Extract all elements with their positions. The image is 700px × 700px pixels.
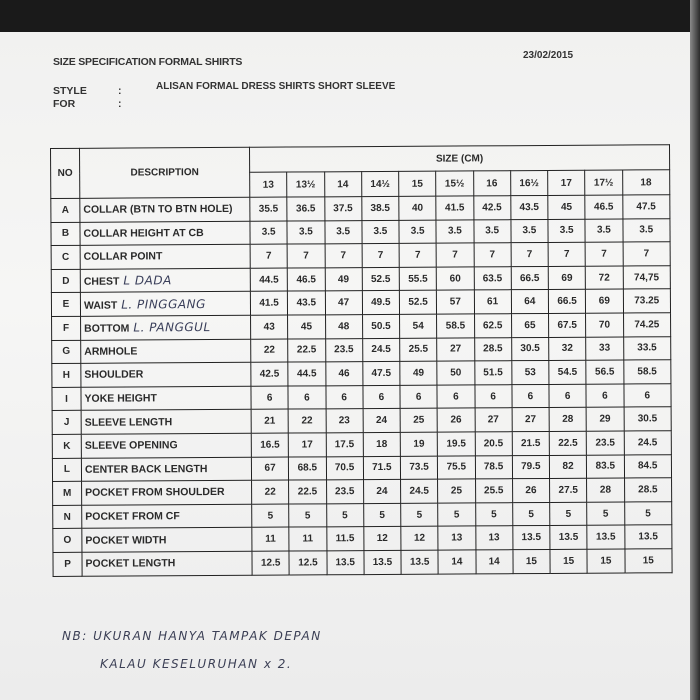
measurement-cell: 50 (437, 361, 474, 385)
measurement-cell: 63.5 (474, 266, 511, 290)
measurement-cell: 33.5 (623, 336, 671, 360)
measurement-cell: 83.5 (587, 455, 624, 479)
row-description: COLLAR HEIGHT AT CB (83, 226, 204, 240)
measurement-cell: 67.5 (549, 313, 586, 337)
table-body (51, 195, 672, 576)
measurement-cell: 5 (475, 502, 512, 526)
measurement-cell: 6 (437, 385, 474, 409)
measurement-cell: 7 (436, 243, 473, 267)
measurement-cell: 5 (587, 502, 624, 526)
measurement-cell: 22.5 (289, 480, 326, 504)
measurement-cell: 7 (287, 244, 324, 268)
handwritten-annotation: L. PINGGANG (121, 296, 206, 312)
size-column-header: 17½ (585, 170, 622, 195)
measurement-cell: 3.5 (399, 220, 436, 244)
measurement-cell: 51.5 (474, 361, 511, 385)
measurement-cell: 52.5 (362, 267, 399, 291)
measurement-cell: 74.25 (623, 313, 671, 337)
row-description: ARMHOLE (84, 345, 138, 358)
measurement-cell: 23.5 (325, 338, 362, 362)
measurement-cell: 26 (437, 408, 474, 432)
measurement-cell: 6 (400, 385, 437, 409)
measurement-cell: 7 (548, 242, 585, 266)
measurement-cell: 36.5 (287, 197, 324, 221)
measurement-cell: 29 (586, 407, 623, 431)
measurement-cell: 11.5 (326, 527, 363, 551)
row-description: POCKET FROM CF (85, 510, 180, 523)
measurement-cell: 17.5 (326, 433, 363, 457)
measurement-cell: 44.5 (250, 268, 287, 292)
row-description: SLEEVE LENGTH (84, 415, 173, 429)
row-description: COLLAR (BTN TO BTN HOLE) (83, 203, 233, 217)
measurement-cell: 24 (363, 409, 400, 433)
row-description-cell (80, 268, 250, 293)
measurement-cell: 28 (549, 408, 586, 432)
row-description-cell (80, 197, 250, 222)
document-title: SIZE SPECIFICATION FORMAL SHIRTS (53, 56, 243, 68)
row-code: G (52, 340, 81, 364)
measurement-cell: 27 (512, 408, 549, 432)
row-description-cell (81, 386, 251, 411)
row-description-cell (80, 244, 250, 269)
measurement-cell: 3.5 (511, 219, 548, 243)
measurement-cell: 14 (475, 550, 512, 574)
for-separator: : (118, 98, 122, 110)
measurement-cell: 48 (325, 315, 362, 339)
measurement-cell: 30.5 (624, 407, 672, 431)
table-row (53, 549, 672, 576)
measurement-cell: 6 (288, 386, 325, 410)
size-column-header: 13½ (287, 172, 324, 197)
measurement-cell: 74,75 (623, 265, 671, 289)
measurement-cell: 22.5 (288, 338, 325, 362)
size-column-header: 13 (250, 172, 287, 197)
measurement-cell: 27 (475, 408, 512, 432)
measurement-cell: 58.5 (437, 314, 474, 338)
measurement-cell: 56.5 (586, 360, 623, 384)
row-description: YOKE HEIGHT (84, 392, 157, 405)
measurement-cell: 3.5 (548, 219, 585, 243)
measurement-cell: 23.5 (326, 480, 363, 504)
measurement-cell: 46.5 (585, 195, 622, 219)
measurement-cell: 71.5 (363, 456, 400, 480)
measurement-cell: 11 (289, 527, 326, 551)
measurement-cell: 40 (399, 196, 436, 220)
measurement-cell: 13 (438, 526, 475, 550)
size-column-header: 14½ (361, 171, 398, 196)
measurement-cell: 68.5 (289, 456, 326, 480)
measurement-cell: 62.5 (474, 314, 511, 338)
measurement-cell: 47.5 (363, 362, 400, 386)
measurement-cell: 41.5 (436, 196, 473, 220)
row-code: O (53, 529, 82, 553)
measurement-cell: 47.5 (622, 195, 670, 219)
measurement-cell: 70.5 (326, 456, 363, 480)
measurement-cell: 84.5 (624, 454, 672, 478)
row-code: P (53, 552, 82, 576)
measurement-cell: 41.5 (250, 291, 287, 315)
measurement-cell: 5 (252, 504, 289, 528)
measurement-cell: 22 (288, 409, 325, 433)
measurement-cell: 72 (585, 266, 622, 290)
row-description-cell (81, 339, 251, 364)
row-code: F (52, 316, 81, 340)
for-label: FOR (53, 98, 76, 110)
row-description-cell (82, 551, 252, 576)
row-description: POCKET WIDTH (85, 533, 167, 547)
measurement-cell: 6 (549, 384, 586, 408)
row-code: M (53, 481, 82, 505)
row-description: POCKET LENGTH (85, 557, 176, 570)
measurement-cell: 3.5 (585, 219, 622, 243)
measurement-cell: 24.5 (401, 479, 438, 503)
measurement-cell: 20.5 (475, 432, 512, 456)
row-description: CENTER BACK LENGTH (84, 462, 208, 476)
size-column-header: 16 (473, 171, 510, 196)
measurement-cell: 75.5 (438, 455, 475, 479)
measurement-cell: 15 (550, 549, 587, 573)
handwritten-note-line-1: NB: UKURAN HANYA TAMPAK DEPAN (62, 629, 322, 643)
measurement-cell: 21.5 (512, 431, 549, 455)
measurement-cell: 69 (548, 266, 585, 290)
measurement-cell: 15 (513, 549, 550, 573)
row-description-cell (81, 410, 251, 435)
measurement-cell: 58.5 (623, 360, 671, 384)
row-description-cell (80, 292, 250, 317)
measurement-cell: 66.5 (511, 266, 548, 290)
measurement-cell: 30.5 (511, 337, 548, 361)
measurement-cell: 46.5 (287, 268, 324, 292)
row-code: A (51, 198, 80, 222)
measurement-cell: 16.5 (251, 433, 288, 457)
style-value: ALISAN FORMAL DRESS SHIRTS SHORT SLEEVE (156, 81, 396, 92)
measurement-cell: 46 (325, 362, 362, 386)
row-code: D (51, 269, 80, 293)
measurement-cell: 7 (585, 242, 622, 266)
row-description-cell (82, 528, 252, 553)
measurement-cell: 23 (326, 409, 363, 433)
measurement-cell: 54.5 (549, 360, 586, 384)
measurement-cell: 25 (400, 408, 437, 432)
measurement-cell: 52.5 (399, 291, 436, 315)
document-date: 23/02/2015 (523, 50, 574, 61)
photo-edge (690, 0, 700, 700)
style-label: STYLE (53, 85, 87, 97)
measurement-cell: 67 (251, 457, 288, 481)
measurement-cell: 42.5 (251, 362, 288, 386)
measurement-cell: 5 (326, 503, 363, 527)
measurement-cell: 3.5 (622, 218, 670, 242)
measurement-cell: 66.5 (548, 290, 585, 314)
row-description-cell (81, 433, 251, 458)
measurement-cell: 27.5 (550, 478, 587, 502)
row-description: POCKET FROM SHOULDER (85, 486, 225, 500)
measurement-cell: 25.5 (400, 338, 437, 362)
row-description: BOTTOM (84, 322, 130, 336)
measurement-cell: 33 (586, 337, 623, 361)
measurement-cell: 54 (400, 314, 437, 338)
size-column-header: 15½ (436, 171, 473, 196)
measurement-cell: 13.5 (513, 526, 550, 550)
measurement-cell: 22.5 (549, 431, 586, 455)
measurement-cell: 14 (438, 550, 475, 574)
measurement-cell: 43.5 (288, 291, 325, 315)
row-description: CHEST (83, 275, 120, 288)
measurement-cell: 13.5 (550, 526, 587, 550)
row-description-cell (82, 480, 252, 505)
measurement-cell: 13.5 (326, 550, 363, 574)
row-code: H (52, 363, 81, 387)
measurement-cell: 12.5 (252, 551, 289, 575)
measurement-cell: 6 (623, 383, 671, 407)
measurement-cell: 19.5 (437, 432, 474, 456)
measurement-cell: 5 (438, 503, 475, 527)
measurement-cell: 7 (325, 244, 362, 268)
measurement-cell: 7 (250, 244, 287, 268)
measurement-cell: 24 (363, 479, 400, 503)
measurement-cell: 69 (586, 289, 623, 313)
measurement-cell: 35.5 (250, 197, 287, 221)
row-code: L (52, 458, 81, 482)
row-description: SHOULDER (84, 368, 144, 382)
row-description: WAIST (83, 299, 118, 312)
measurement-cell: 5 (363, 503, 400, 527)
document-page (0, 32, 692, 700)
measurement-cell: 5 (550, 502, 587, 526)
measurement-cell: 45 (288, 315, 325, 339)
size-column-header: 17 (548, 170, 585, 195)
measurement-cell: 3.5 (473, 219, 510, 243)
handwritten-annotation: L DADA (123, 273, 172, 288)
measurement-cell: 7 (474, 243, 511, 267)
measurement-cell: 19 (400, 432, 437, 456)
measurement-cell: 7 (399, 243, 436, 267)
row-description: SLEEVE OPENING (84, 439, 178, 453)
measurement-cell: 47 (325, 291, 362, 315)
measurement-cell: 7 (511, 243, 548, 267)
measurement-cell: 5 (289, 504, 326, 528)
measurement-cell: 12 (401, 526, 438, 550)
row-code: I (52, 387, 81, 411)
row-description-cell (81, 315, 251, 340)
measurement-cell: 15 (587, 549, 624, 573)
row-description-cell (80, 221, 250, 246)
measurement-cell: 27 (437, 337, 474, 361)
measurement-cell: 32 (549, 337, 586, 361)
measurement-cell: 49 (400, 361, 437, 385)
no-header: NO (51, 148, 80, 198)
measurement-cell: 78.5 (475, 455, 512, 479)
measurement-cell: 73.5 (400, 456, 437, 480)
measurement-cell: 64 (511, 290, 548, 314)
measurement-cell: 22 (252, 480, 289, 504)
row-code: E (51, 293, 80, 317)
measurement-cell: 6 (251, 386, 288, 410)
measurement-cell: 6 (586, 384, 623, 408)
measurement-cell: 26 (512, 479, 549, 503)
measurement-cell: 6 (474, 384, 511, 408)
size-column-header: 16½ (510, 170, 547, 195)
measurement-cell: 45 (548, 195, 585, 219)
measurement-cell: 13.5 (587, 525, 624, 549)
measurement-cell: 6 (325, 385, 362, 409)
measurement-cell: 65 (511, 313, 548, 337)
measurement-cell: 28 (587, 478, 624, 502)
measurement-cell: 3.5 (250, 221, 287, 245)
measurement-cell: 70 (586, 313, 623, 337)
handwritten-note-line-2: KALAU KESELURUHAN x 2. (100, 657, 293, 671)
style-separator: : (118, 85, 122, 97)
measurement-cell: 73.25 (623, 289, 671, 313)
measurement-cell: 13.5 (624, 525, 672, 549)
size-column-header: 15 (399, 171, 436, 196)
size-column-header: 18 (622, 170, 670, 195)
measurement-cell: 37.5 (324, 197, 361, 221)
measurement-cell: 3.5 (436, 220, 473, 244)
measurement-cell: 49 (325, 267, 362, 291)
measurement-cell: 44.5 (288, 362, 325, 386)
measurement-cell: 18 (363, 432, 400, 456)
measurement-cell: 28.5 (474, 337, 511, 361)
measurement-cell: 6 (363, 385, 400, 409)
measurement-cell: 3.5 (287, 220, 324, 244)
measurement-cell: 21 (251, 409, 288, 433)
measurement-cell: 15 (624, 549, 672, 573)
row-description-cell (82, 504, 252, 529)
measurement-cell: 43 (251, 315, 288, 339)
measurement-cell: 55.5 (399, 267, 436, 291)
measurement-cell: 25 (438, 479, 475, 503)
row-description: COLLAR POINT (83, 250, 163, 264)
measurement-cell: 5 (624, 501, 672, 525)
measurement-cell: 24.5 (362, 338, 399, 362)
size-header: SIZE (CM) (249, 145, 669, 173)
measurement-cell: 43.5 (511, 195, 548, 219)
measurement-cell: 5 (512, 502, 549, 526)
measurement-cell: 3.5 (324, 220, 361, 244)
measurement-cell: 13.5 (401, 550, 438, 574)
handwritten-annotation: L. PANGGUL (133, 320, 211, 335)
measurement-cell: 5 (401, 503, 438, 527)
measurement-cell: 49.5 (362, 291, 399, 315)
measurement-cell: 28.5 (624, 478, 672, 502)
size-spec-table (50, 144, 673, 576)
row-code: B (51, 222, 80, 246)
row-code: J (52, 411, 81, 435)
measurement-cell: 22 (251, 339, 288, 363)
measurement-cell: 24.5 (624, 431, 672, 455)
measurement-cell: 25.5 (475, 479, 512, 503)
description-header: DESCRIPTION (80, 147, 250, 198)
measurement-cell: 38.5 (362, 196, 399, 220)
measurement-cell: 13 (475, 526, 512, 550)
row-code: K (52, 434, 81, 458)
row-description-cell (81, 457, 251, 482)
measurement-cell: 82 (549, 455, 586, 479)
measurement-cell: 7 (623, 242, 671, 266)
measurement-cell: 12.5 (289, 551, 326, 575)
measurement-cell: 42.5 (473, 196, 510, 220)
measurement-cell: 53 (512, 361, 549, 385)
measurement-cell: 3.5 (362, 220, 399, 244)
measurement-cell: 23.5 (586, 431, 623, 455)
measurement-cell: 60 (436, 267, 473, 291)
row-code: C (51, 246, 80, 270)
size-column-header: 14 (324, 172, 361, 197)
measurement-cell: 79.5 (512, 455, 549, 479)
measurement-cell: 11 (252, 527, 289, 551)
measurement-cell: 61 (474, 290, 511, 314)
row-code: N (53, 505, 82, 529)
row-description-cell (81, 362, 251, 387)
measurement-cell: 13.5 (364, 550, 401, 574)
measurement-cell: 12 (364, 527, 401, 551)
measurement-cell: 50.5 (362, 314, 399, 338)
measurement-cell: 17 (288, 433, 325, 457)
measurement-cell: 6 (512, 384, 549, 408)
measurement-cell: 57 (437, 290, 474, 314)
measurement-cell: 7 (362, 244, 399, 268)
